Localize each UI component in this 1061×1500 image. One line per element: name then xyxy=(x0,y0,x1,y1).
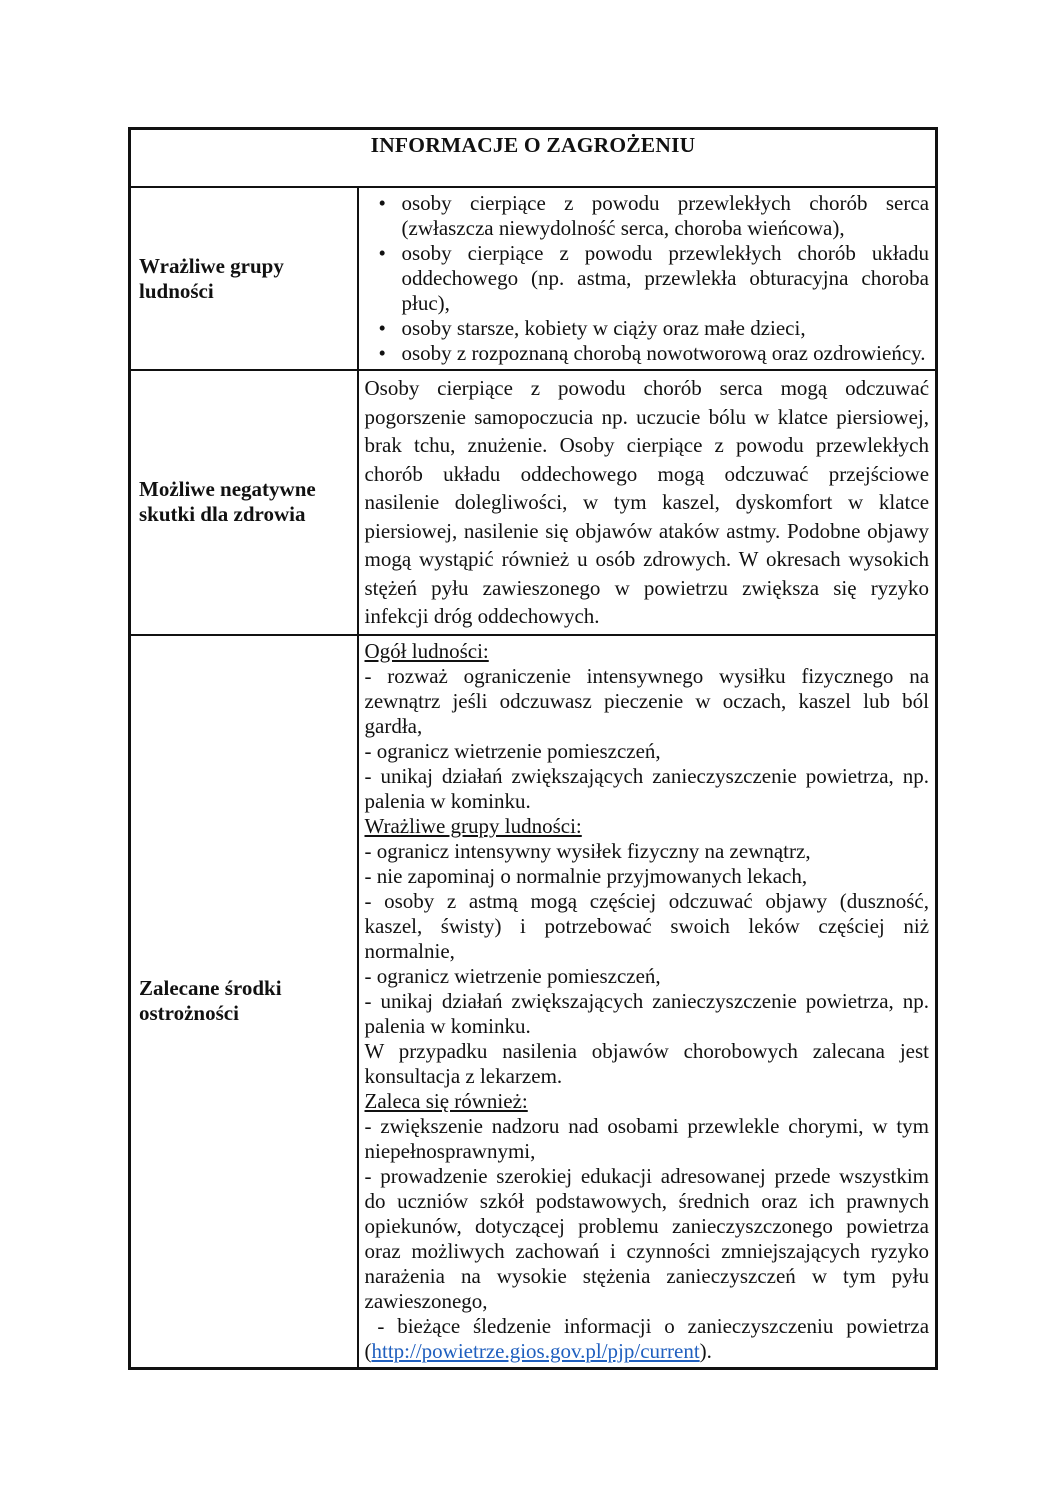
link-prefix-text: - bieżące śledzenie informacji o zanieczyszczeniu powietrza ( xyxy=(364,1313,930,1363)
recommendation-item: - zwiększenie nadzoru nad osobami przewlekle chorymi, w tym niepełnosprawnymi, xyxy=(364,1113,930,1163)
recommendation-item: - ogranicz wietrzenie pomieszczeń, xyxy=(364,738,661,763)
recommendation-item: - prowadzenie szerokiej edukacji adresowanej przede wszystkim do uczniów szkół podstawowych, średnich oraz ich prawnych opiekunów, dotyczącej problemu zanieczyszczonego powietrza oraz możliwych zachowań i czynności zmniejszających ryzyko narażenia na wysokie stężenia zanieczyszczeń w tym pyłu zawieszonego, xyxy=(364,1163,930,1313)
recommendation-item: - ogranicz intensywny wysiłek fizyczny na zewnątrz, xyxy=(364,838,811,863)
recommendation-item: - nie zapominaj o normalnie przyjmowanych lekach, xyxy=(364,863,808,888)
hazard-info-table xyxy=(128,127,938,1370)
list-item: • osoby cierpiące z powodu przewlekłych chorób układu oddechowego (np. astma, przewlekła obturacyjna choroba płuc), xyxy=(402,241,930,316)
list-item: • osoby starsze, kobiety w ciąży oraz małe dzieci, xyxy=(402,316,930,341)
row-label-cell-vulnerable-groups xyxy=(130,187,358,370)
recommendation-item: - ogranicz wietrzenie pomieszczeń, xyxy=(364,963,661,988)
health-effects-text: Osoby cierpiące z powodu chorób serca mogą odczuwać pogorszenie samopoczucia np. uczucie bólu w klatce piersiowej, brak tchu, znużenie. Osoby cierpiące z powodu przewlekłych chorób układu oddechowego mogą odczuwać przejściowe nasilenie dolegliwości, w tym kaszel, dyskomfort w klatce piersiowej, nasilenie się objawów ataków astmy. Podobne objawy mogą wystąpić również u osób zdrowych. W okresach wysokich stężeń pyłu zawieszonego w powietrzu zwiększa się ryzyko infekcji dróg oddechowych. xyxy=(364,376,930,628)
recommendation-item: - unikaj działań zwiększających zanieczyszczenie powietrza, np. palenia w kominku. xyxy=(364,988,930,1038)
table-title-cell xyxy=(130,129,937,188)
table-title: INFORMACJE O ZAGROŻENIU xyxy=(370,133,696,157)
section-heading-also-recommended: Zaleca się również: xyxy=(364,1088,528,1113)
row-label-vulnerable-groups: Wrażliwe grupy ludności xyxy=(139,253,284,303)
link-suffix-text: ). xyxy=(699,1338,712,1363)
vulnerable-groups-list xyxy=(365,191,930,366)
section-heading-general-population: Ogół ludności: xyxy=(364,638,489,663)
row-label-precautions: Zalecane środki ostrożności xyxy=(139,976,282,1025)
air-quality-link[interactable]: http://powietrze.gios.gov.pl/pjp/current xyxy=(371,1338,700,1363)
health-effects-cell xyxy=(358,370,937,635)
doctor-consultation-note: W przypadku nasilenia objawów chorobowych zalecana jest konsultacja z lekarzem. xyxy=(364,1038,930,1088)
recommendation-item: - unikaj działań zwiększających zanieczyszczenie powietrza, np. palenia w kominku. xyxy=(364,763,930,813)
recommendation-item: - osoby z astmą mogą częściej odczuwać objawy (duszność, kaszel, świsty) i potrzebować swoich leków częściej niż normalnie, xyxy=(364,888,930,963)
vulnerable-groups-cell xyxy=(358,187,937,370)
precautions-cell xyxy=(358,635,937,1369)
row-label-cell-precautions xyxy=(130,635,358,1369)
section-heading-vulnerable-groups: Wrażliwe grupy ludności: xyxy=(364,813,582,838)
air-quality-info-line xyxy=(365,1314,930,1364)
row-label-health-effects: Możliwe negatywne skutki dla zdrowia xyxy=(139,477,316,527)
list-item: • osoby cierpiące z powodu przewlekłych chorób serca (zwłaszcza niewydolność serca, choroba wieńcowa), xyxy=(402,191,930,241)
list-item: • osoby z rozpoznaną chorobą nowotworową oraz ozdrowieńcy. xyxy=(402,341,930,366)
recommendation-item: - rozważ ograniczenie intensywnego wysiłku fizycznego na zewnątrz jeśli odczuwasz pieczenie w oczach, kaszel lub ból gardła, xyxy=(364,663,930,738)
row-label-cell-health-effects xyxy=(130,370,358,635)
